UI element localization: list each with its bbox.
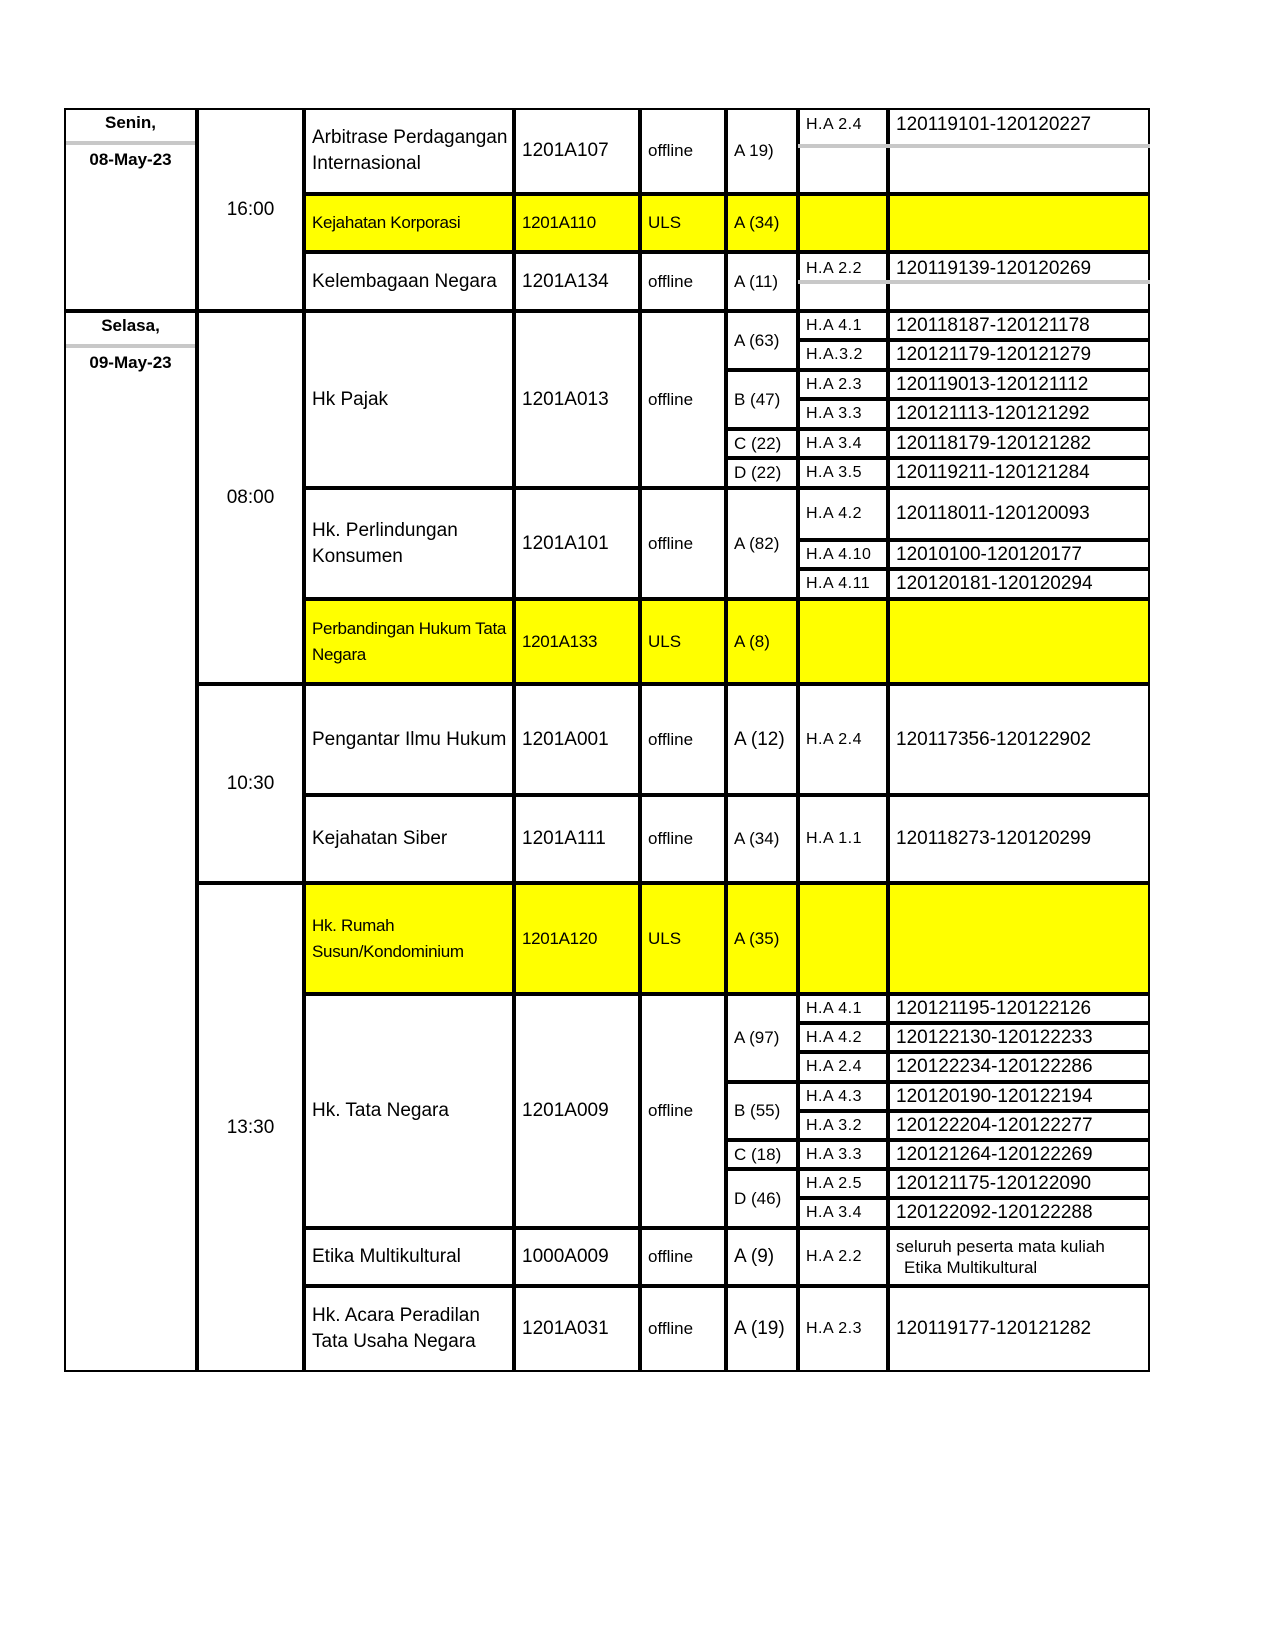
course-name: Internasional xyxy=(312,153,421,174)
nim-range-cell xyxy=(888,1228,1150,1286)
course-code-cell xyxy=(514,194,640,252)
exam-mode: offline xyxy=(648,1319,694,1338)
nim-note: seluruh peserta mata kuliah xyxy=(896,1237,1105,1256)
room-label: H.A 2.4 xyxy=(806,116,862,133)
nim-range-cell xyxy=(888,1052,1150,1082)
course-code: 1201A111 xyxy=(522,828,606,849)
time-label: 08:00 xyxy=(226,486,275,508)
course-name-wrap xyxy=(306,1303,480,1355)
course-name-wrap xyxy=(306,727,506,753)
exam-mode: ULS xyxy=(648,213,682,232)
nim-range-cell xyxy=(888,540,1150,569)
room-cell xyxy=(798,311,888,340)
course-name: Kelembagaan Negara xyxy=(312,270,497,292)
course-code-cell xyxy=(514,684,640,795)
nim-range-cell xyxy=(888,399,1150,429)
class-label: A (9) xyxy=(734,1246,775,1267)
exam-mode-cell xyxy=(640,252,726,311)
room-label: H.A 3.2 xyxy=(806,1116,862,1134)
day-cell xyxy=(64,311,197,1372)
course-name-wrap xyxy=(306,210,460,236)
course-name: Susun/Kondominium xyxy=(312,941,464,961)
course-code-cell xyxy=(514,795,640,883)
nim-range-cell xyxy=(888,1169,1150,1198)
class-cell xyxy=(726,252,798,311)
class-cell xyxy=(726,370,798,429)
room-cell xyxy=(798,488,888,540)
course-name-cell xyxy=(304,108,514,194)
nim-range: 120120190-120122194 xyxy=(896,1085,1093,1107)
class-cell xyxy=(726,684,798,795)
exam-mode: offline xyxy=(648,829,694,848)
course-code-cell xyxy=(514,1228,640,1286)
room-cell xyxy=(798,1111,888,1140)
course-name: Konsumen xyxy=(312,545,403,567)
class-cell xyxy=(726,458,798,488)
course-code: 1201A001 xyxy=(522,728,609,750)
class-label: B (47) xyxy=(734,389,781,409)
course-name: Kejahatan Korporasi xyxy=(312,213,461,232)
nim-range-cell xyxy=(888,429,1150,458)
time-cell xyxy=(197,684,304,883)
time-cell xyxy=(197,311,304,684)
room-cell xyxy=(798,282,888,311)
room-cell xyxy=(798,340,888,370)
room-label: H.A 4.11 xyxy=(806,575,871,592)
room-cell xyxy=(798,569,888,599)
nim-range-cell xyxy=(888,311,1150,340)
room-label: H.A 2.5 xyxy=(806,1174,862,1192)
nim-cell xyxy=(888,883,1150,994)
exam-mode: offline xyxy=(648,141,694,160)
nim-range-cell xyxy=(888,370,1150,399)
room-label: H.A 4.1 xyxy=(806,999,862,1017)
course-name: Hk. Acara Peradilan xyxy=(312,1305,480,1326)
course-code: 1201A133 xyxy=(522,631,598,651)
room-cell xyxy=(798,1198,888,1228)
course-name-cell xyxy=(304,599,514,684)
room-label: H.A 4.2 xyxy=(806,505,862,522)
nim-range-cell xyxy=(888,458,1150,488)
room-cell xyxy=(798,370,888,399)
room-label: H.A 1.1 xyxy=(806,830,862,847)
course-name-wrap xyxy=(306,1244,461,1270)
room-label: H.A 2.3 xyxy=(806,1320,862,1337)
course-name-cell xyxy=(304,684,514,795)
nim-range: 120119211-120121284 xyxy=(896,462,1090,483)
nim-range: 120118179-120121282 xyxy=(896,432,1092,454)
course-name-cell xyxy=(304,488,514,599)
room-cell xyxy=(798,1169,888,1198)
day-date: 09-May-23 xyxy=(89,353,172,372)
class-cell xyxy=(726,108,798,194)
course-name: Perbandingan Hukum Tata xyxy=(312,618,507,638)
exam-mode: offline xyxy=(648,1247,694,1266)
room-label: H.A 2.2 xyxy=(806,260,862,277)
class-label: A (34) xyxy=(734,213,780,232)
nim-range: 120122234-120122286 xyxy=(896,1056,1093,1077)
room-cell xyxy=(798,252,888,282)
room-cell xyxy=(798,795,888,883)
exam-mode: offline xyxy=(648,271,694,291)
course-name-wrap xyxy=(306,269,497,295)
nim-range: 120119139-120120269 xyxy=(896,258,1092,279)
room-cell xyxy=(798,1023,888,1052)
course-name-cell xyxy=(304,1286,514,1372)
room-label: H.A 4.10 xyxy=(806,545,872,563)
class-cell xyxy=(726,1286,798,1372)
room-cell xyxy=(798,994,888,1023)
nim-cell xyxy=(888,194,1150,252)
course-code-cell xyxy=(514,252,640,311)
nim-range-cell xyxy=(888,795,1150,883)
room-label: H.A 3.4 xyxy=(806,1204,862,1221)
exam-mode-cell xyxy=(640,1228,726,1286)
class-label: D (22) xyxy=(734,463,782,482)
class-cell xyxy=(726,488,798,599)
course-code-cell xyxy=(514,883,640,994)
class-cell xyxy=(726,883,798,994)
class-cell xyxy=(726,1140,798,1169)
nim-range: 120122204-120122277 xyxy=(896,1114,1093,1136)
course-name: Hk. Tata Negara xyxy=(312,1100,449,1121)
nim-range-cell xyxy=(888,1082,1150,1111)
exam-mode-cell xyxy=(640,311,726,488)
nim-range: 120122092-120122288 xyxy=(896,1202,1093,1223)
nim-range-cell xyxy=(888,488,1150,540)
room-cell xyxy=(798,1052,888,1082)
room-cell xyxy=(798,1082,888,1111)
course-code-cell xyxy=(514,599,640,684)
room-cell xyxy=(798,399,888,429)
class-label: C (18) xyxy=(734,1144,782,1164)
time-label: 10:30 xyxy=(226,772,275,794)
day-cell xyxy=(64,108,197,311)
room-cell xyxy=(798,458,888,488)
class-cell xyxy=(726,1169,798,1228)
course-code: 1201A013 xyxy=(522,388,609,410)
class-cell xyxy=(726,311,798,370)
course-name: Hk Pajak xyxy=(312,388,389,410)
nim-range: 120117356-120122902 xyxy=(896,728,1092,750)
class-cell xyxy=(726,795,798,883)
class-cell xyxy=(726,1082,798,1140)
nim-range-cell xyxy=(888,1023,1150,1052)
day-date: 08-May-23 xyxy=(89,150,172,169)
course-code: 1201A009 xyxy=(522,1100,609,1121)
exam-mode: offline xyxy=(648,533,694,553)
room-label: H.A 3.3 xyxy=(806,1145,862,1163)
course-code-cell xyxy=(514,108,640,194)
class-cell xyxy=(726,994,798,1082)
nim-range-cell xyxy=(888,340,1150,370)
course-name: Arbitrase Perdagangan xyxy=(312,127,508,148)
room-label: H.A 4.2 xyxy=(806,1028,862,1046)
day-separator xyxy=(66,141,195,145)
class-label: A (11) xyxy=(734,271,779,291)
course-name-wrap xyxy=(306,913,464,965)
day-name: Selasa, xyxy=(101,316,160,335)
class-label: A (35) xyxy=(734,928,780,948)
nim-note-wrap xyxy=(890,1236,1105,1278)
exam-schedule-table xyxy=(64,108,1150,1420)
room-cell xyxy=(798,1140,888,1169)
nim-range: 120122130-120122233 xyxy=(896,1026,1093,1048)
exam-mode-cell xyxy=(640,1286,726,1372)
course-name: Tata Usaha Negara xyxy=(312,1331,476,1352)
nim-range-cell xyxy=(888,1198,1150,1228)
nim-range-cell xyxy=(888,282,1150,311)
room-label: H.A.3.2 xyxy=(806,346,863,363)
course-name: Negara xyxy=(312,644,366,664)
room-cell xyxy=(798,1228,888,1286)
nim-range-cell xyxy=(888,252,1150,282)
class-label: A (19) xyxy=(734,1318,785,1339)
room-label: H.A 3.3 xyxy=(806,405,862,422)
nim-range: 120121179-120121279 xyxy=(896,344,1092,365)
nim-range: 120118187-120121178 xyxy=(896,314,1090,336)
course-name-cell xyxy=(304,252,514,311)
course-code: 1201A134 xyxy=(522,270,609,292)
exam-mode: offline xyxy=(648,729,694,749)
class-label: A (63) xyxy=(734,330,780,350)
room-cell xyxy=(798,540,888,569)
nim-range: 120120181-120120294 xyxy=(896,573,1093,594)
course-name-cell xyxy=(304,994,514,1228)
nim-range-cell xyxy=(888,1140,1150,1169)
room-label: H.A 3.5 xyxy=(806,464,862,481)
room-cell xyxy=(798,883,888,994)
class-label: A (12) xyxy=(734,728,785,750)
course-name-cell xyxy=(304,795,514,883)
course-name-cell xyxy=(304,1228,514,1286)
course-code-cell xyxy=(514,311,640,488)
course-code-cell xyxy=(514,1286,640,1372)
row-separator xyxy=(798,144,1150,148)
nim-range: 120118273-120120299 xyxy=(896,828,1092,849)
exam-mode-cell xyxy=(640,108,726,194)
course-name-wrap xyxy=(306,387,388,413)
room-label: H.A 4.3 xyxy=(806,1087,862,1105)
room-cell xyxy=(798,684,888,795)
day-separator xyxy=(66,344,195,348)
course-code: 1000A009 xyxy=(522,1246,609,1267)
course-code: 1201A107 xyxy=(522,140,609,161)
course-code-cell xyxy=(514,994,640,1228)
class-label: C (22) xyxy=(734,433,782,453)
course-code: 1201A101 xyxy=(522,532,609,554)
exam-mode: ULS xyxy=(648,631,682,651)
nim-range-cell xyxy=(888,108,1150,146)
room-label: H.A 2.4 xyxy=(806,730,862,748)
room-label: H.A 2.4 xyxy=(806,1058,862,1075)
room-cell xyxy=(798,194,888,252)
nim-range: 120119101-120120227 xyxy=(896,114,1092,135)
exam-mode-cell xyxy=(640,883,726,994)
course-code: 1201A120 xyxy=(522,928,598,948)
exam-mode-cell xyxy=(640,795,726,883)
nim-range-cell xyxy=(888,1286,1150,1372)
nim-cell xyxy=(888,599,1150,684)
nim-note: Etika Multikultural xyxy=(904,1258,1038,1277)
course-name: Hk. Rumah xyxy=(312,915,395,935)
exam-mode: ULS xyxy=(648,928,682,948)
room-label: H.A 2.3 xyxy=(806,375,862,393)
class-cell xyxy=(726,1228,798,1286)
nim-range: 120121175-120122090 xyxy=(896,1172,1092,1194)
class-cell xyxy=(726,599,798,684)
exam-mode-cell xyxy=(640,599,726,684)
room-cell xyxy=(798,1286,888,1372)
nim-range: 120118011-120120093 xyxy=(896,503,1090,524)
day-name: Senin, xyxy=(104,113,156,132)
time-cell xyxy=(197,883,304,1372)
time-label: 13:30 xyxy=(226,1116,275,1138)
course-code: 1201A110 xyxy=(522,213,596,232)
course-name-wrap xyxy=(306,1098,449,1124)
course-name-cell xyxy=(304,194,514,252)
room-cell xyxy=(798,108,888,146)
class-cell xyxy=(726,429,798,458)
course-name: Pengantar Ilmu Hukum xyxy=(312,728,507,750)
time-cell xyxy=(197,108,304,311)
nim-range: 12010100-120120177 xyxy=(896,543,1082,565)
course-name: Kejahatan Siber xyxy=(312,828,448,849)
class-label: A (82) xyxy=(734,533,780,553)
class-cell xyxy=(726,194,798,252)
class-label: A (8) xyxy=(734,631,770,651)
nim-range-cell xyxy=(888,684,1150,795)
course-name-cell xyxy=(304,883,514,994)
exam-mode-cell xyxy=(640,488,726,599)
exam-mode: offline xyxy=(648,1101,694,1120)
room-cell xyxy=(798,146,888,194)
row-separator xyxy=(798,280,1150,284)
exam-mode-cell xyxy=(640,684,726,795)
class-label: A 19) xyxy=(734,141,774,160)
course-name: Hk. Perlindungan xyxy=(312,519,458,541)
nim-range: 120119013-120121112 xyxy=(896,373,1089,395)
class-label: A (97) xyxy=(734,1028,780,1047)
course-name-wrap xyxy=(306,125,507,177)
time-label: 16:00 xyxy=(226,198,275,220)
class-label: D (46) xyxy=(734,1188,782,1208)
class-label: A (34) xyxy=(734,829,780,848)
nim-range: 120119177-120121282 xyxy=(896,1318,1092,1339)
exam-mode: offline xyxy=(648,389,694,409)
room-cell xyxy=(798,429,888,458)
course-code-cell xyxy=(514,488,640,599)
nim-range-cell xyxy=(888,146,1150,194)
course-name-wrap xyxy=(306,826,447,852)
room-label: H.A 3.4 xyxy=(806,434,862,452)
nim-range: 120121264-120122269 xyxy=(896,1143,1093,1165)
course-name-wrap xyxy=(306,518,458,570)
exam-mode-cell xyxy=(640,994,726,1228)
room-label: H.A 4.1 xyxy=(806,316,862,334)
course-name: Etika Multikultural xyxy=(312,1246,461,1267)
room-label: H.A 2.2 xyxy=(806,1248,862,1265)
course-code: 1201A031 xyxy=(522,1318,609,1339)
room-cell xyxy=(798,599,888,684)
nim-range-cell xyxy=(888,1111,1150,1140)
course-name-cell xyxy=(304,311,514,488)
nim-range: 120121113-120121292 xyxy=(896,403,1090,424)
nim-range-cell xyxy=(888,569,1150,599)
nim-range-cell xyxy=(888,994,1150,1023)
course-name-wrap xyxy=(306,616,506,668)
nim-range: 120121195-120122126 xyxy=(896,997,1092,1019)
class-label: B (55) xyxy=(734,1101,781,1120)
exam-mode-cell xyxy=(640,194,726,252)
